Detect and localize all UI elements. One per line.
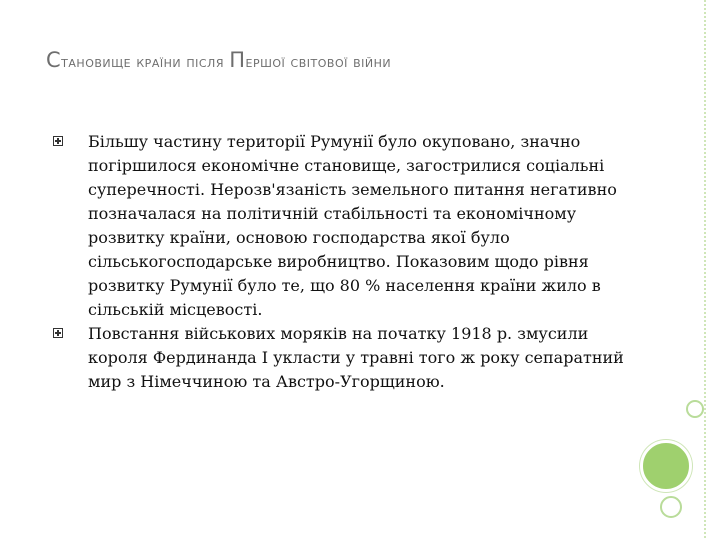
- title-text-part2: ершої світової війни: [245, 53, 392, 71]
- bullet-text: Більшу частину території Румунії було окуповано, значно погіршилося економічне становище, загострилися соціальні суперечності. Нерозв'язаність земельного питання негативно позначалася на політичній стабільності та економічному розвитку країни, основою господарства якої було сільськогосподарське виробництво. Показовим щодо рівня розвитку Румунії було те, що 80 % населення країни жило в сільській місцевості.: [88, 132, 617, 319]
- bullet-list: [46, 130, 626, 394]
- decorative-circle-outline: [660, 496, 682, 518]
- square-plus-bullet-icon: [53, 328, 63, 338]
- bullet-text: Повстання військових моряків на початку 1918 р. змусили короля Фердинанда I укласти у травні того ж року сепаратний мир з Німеччиною та Австро-Угорщиною.: [88, 324, 624, 391]
- bullet-item: [46, 130, 626, 322]
- decorative-dotted-line: [704, 0, 706, 540]
- title-second-initial: П: [229, 48, 246, 72]
- title-text-part1: тановище країни після: [61, 53, 230, 71]
- bullet-item: [46, 322, 626, 394]
- slide-title: [46, 42, 646, 80]
- title-initial: С: [46, 48, 62, 72]
- decorative-circle-green: [640, 440, 692, 492]
- square-plus-bullet-icon: [53, 136, 63, 146]
- decorative-circle-small: [686, 400, 704, 418]
